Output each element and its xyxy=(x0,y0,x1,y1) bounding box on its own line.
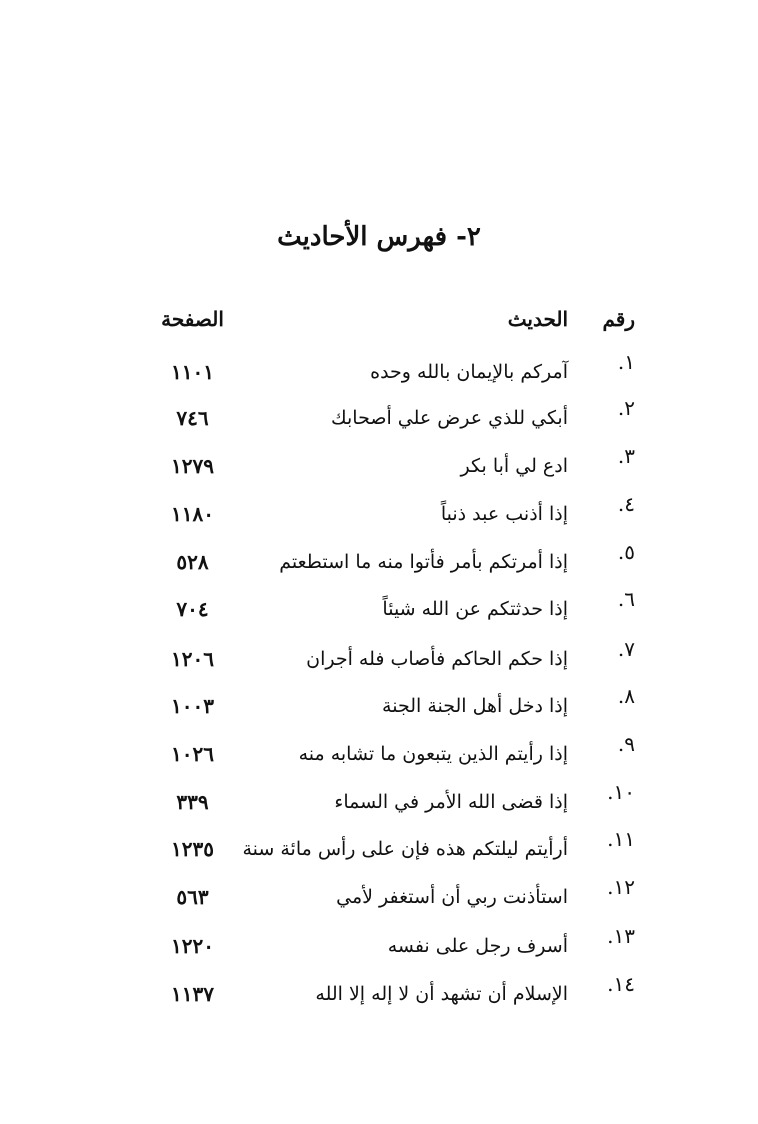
row-hadith: استأذنت ربي أن أستغفر لأمي xyxy=(336,886,568,908)
table-row xyxy=(0,924,758,972)
row-number: ٤. xyxy=(617,492,635,516)
row-number: ٧. xyxy=(617,637,635,661)
row-page: ١٢٧٩ xyxy=(171,454,214,478)
row-hadith: إذا أذنب عبد ذنباً xyxy=(440,503,568,525)
row-hadith: إذا أمرتكم بأمر فأتوا منه ما استطعتم xyxy=(279,551,568,573)
row-number: ١١. xyxy=(607,827,635,851)
row-page: ١٠٢٦ xyxy=(171,742,214,766)
row-page: ٧٤٦ xyxy=(176,406,209,430)
row-page: ١١٣٧ xyxy=(171,982,214,1006)
table-row xyxy=(0,587,758,635)
row-page: ١٠٠٣ xyxy=(171,694,214,718)
row-page: ٥٢٨ xyxy=(176,550,209,574)
row-number: ٢. xyxy=(617,396,635,420)
row-number: ١٢. xyxy=(607,875,635,899)
row-number: ١. xyxy=(617,350,635,374)
row-page: ١١٠١ xyxy=(171,360,214,384)
row-page: ١٢٢٠ xyxy=(171,934,214,958)
row-number: ١٠. xyxy=(607,780,635,804)
row-hadith: إذا دخل أهل الجنة الجنة xyxy=(382,695,568,717)
row-hadith: إذا حدثتكم عن الله شيئاً xyxy=(382,598,568,620)
row-hadith: آمركم بالإيمان بالله وحده xyxy=(370,361,568,383)
row-number: ١٤. xyxy=(607,972,635,996)
row-hadith: أبكي للذي عرض علي أصحابك xyxy=(331,407,568,429)
column-header-page: الصفحة xyxy=(161,307,224,331)
table-row xyxy=(0,492,758,540)
table-header xyxy=(0,305,758,345)
row-hadith: إذا حكم الحاكم فأصاب فله أجران xyxy=(306,648,568,670)
row-page: ٥٦٣ xyxy=(176,885,209,909)
table-row xyxy=(0,396,758,444)
row-number: ٦. xyxy=(617,587,635,611)
row-page: ٧٠٤ xyxy=(176,597,209,621)
row-hadith: ادع لي أبا بكر xyxy=(460,455,568,477)
column-header-hadith: الحديث xyxy=(507,307,568,331)
row-number: ٨. xyxy=(617,684,635,708)
row-number: ٣. xyxy=(617,444,635,468)
row-page: ٣٣٩ xyxy=(176,790,209,814)
row-hadith: إذا رأيتم الذين يتبعون ما تشابه منه xyxy=(298,743,568,765)
row-page: ١٢٣٥ xyxy=(171,837,214,861)
row-page: ١٢٠٦ xyxy=(171,647,214,671)
row-hadith: أسرف رجل على نفسه xyxy=(387,935,568,957)
row-number: ٥. xyxy=(617,540,635,564)
row-number: ١٣. xyxy=(607,924,635,948)
table-row xyxy=(0,972,758,1020)
row-number: ٩. xyxy=(617,732,635,756)
table-row xyxy=(0,732,758,780)
row-hadith: أرأيتم ليلتكم هذه فإن على رأس مائة سنة xyxy=(242,838,568,860)
row-page: ١١٨٠ xyxy=(171,502,214,526)
table-row xyxy=(0,637,758,685)
table-row xyxy=(0,875,758,923)
table-row xyxy=(0,540,758,588)
table-row xyxy=(0,350,758,398)
section-title: ٢- فهرس الأحاديث xyxy=(277,222,481,252)
column-header-number: رقم xyxy=(602,307,635,331)
table-row xyxy=(0,684,758,732)
row-hadith: إذا قضى الله الأمر في السماء xyxy=(334,791,568,813)
table-row xyxy=(0,780,758,828)
table-row xyxy=(0,827,758,875)
table-row xyxy=(0,444,758,492)
row-hadith: الإسلام أن تشهد أن لا إله إلا الله xyxy=(315,983,568,1005)
